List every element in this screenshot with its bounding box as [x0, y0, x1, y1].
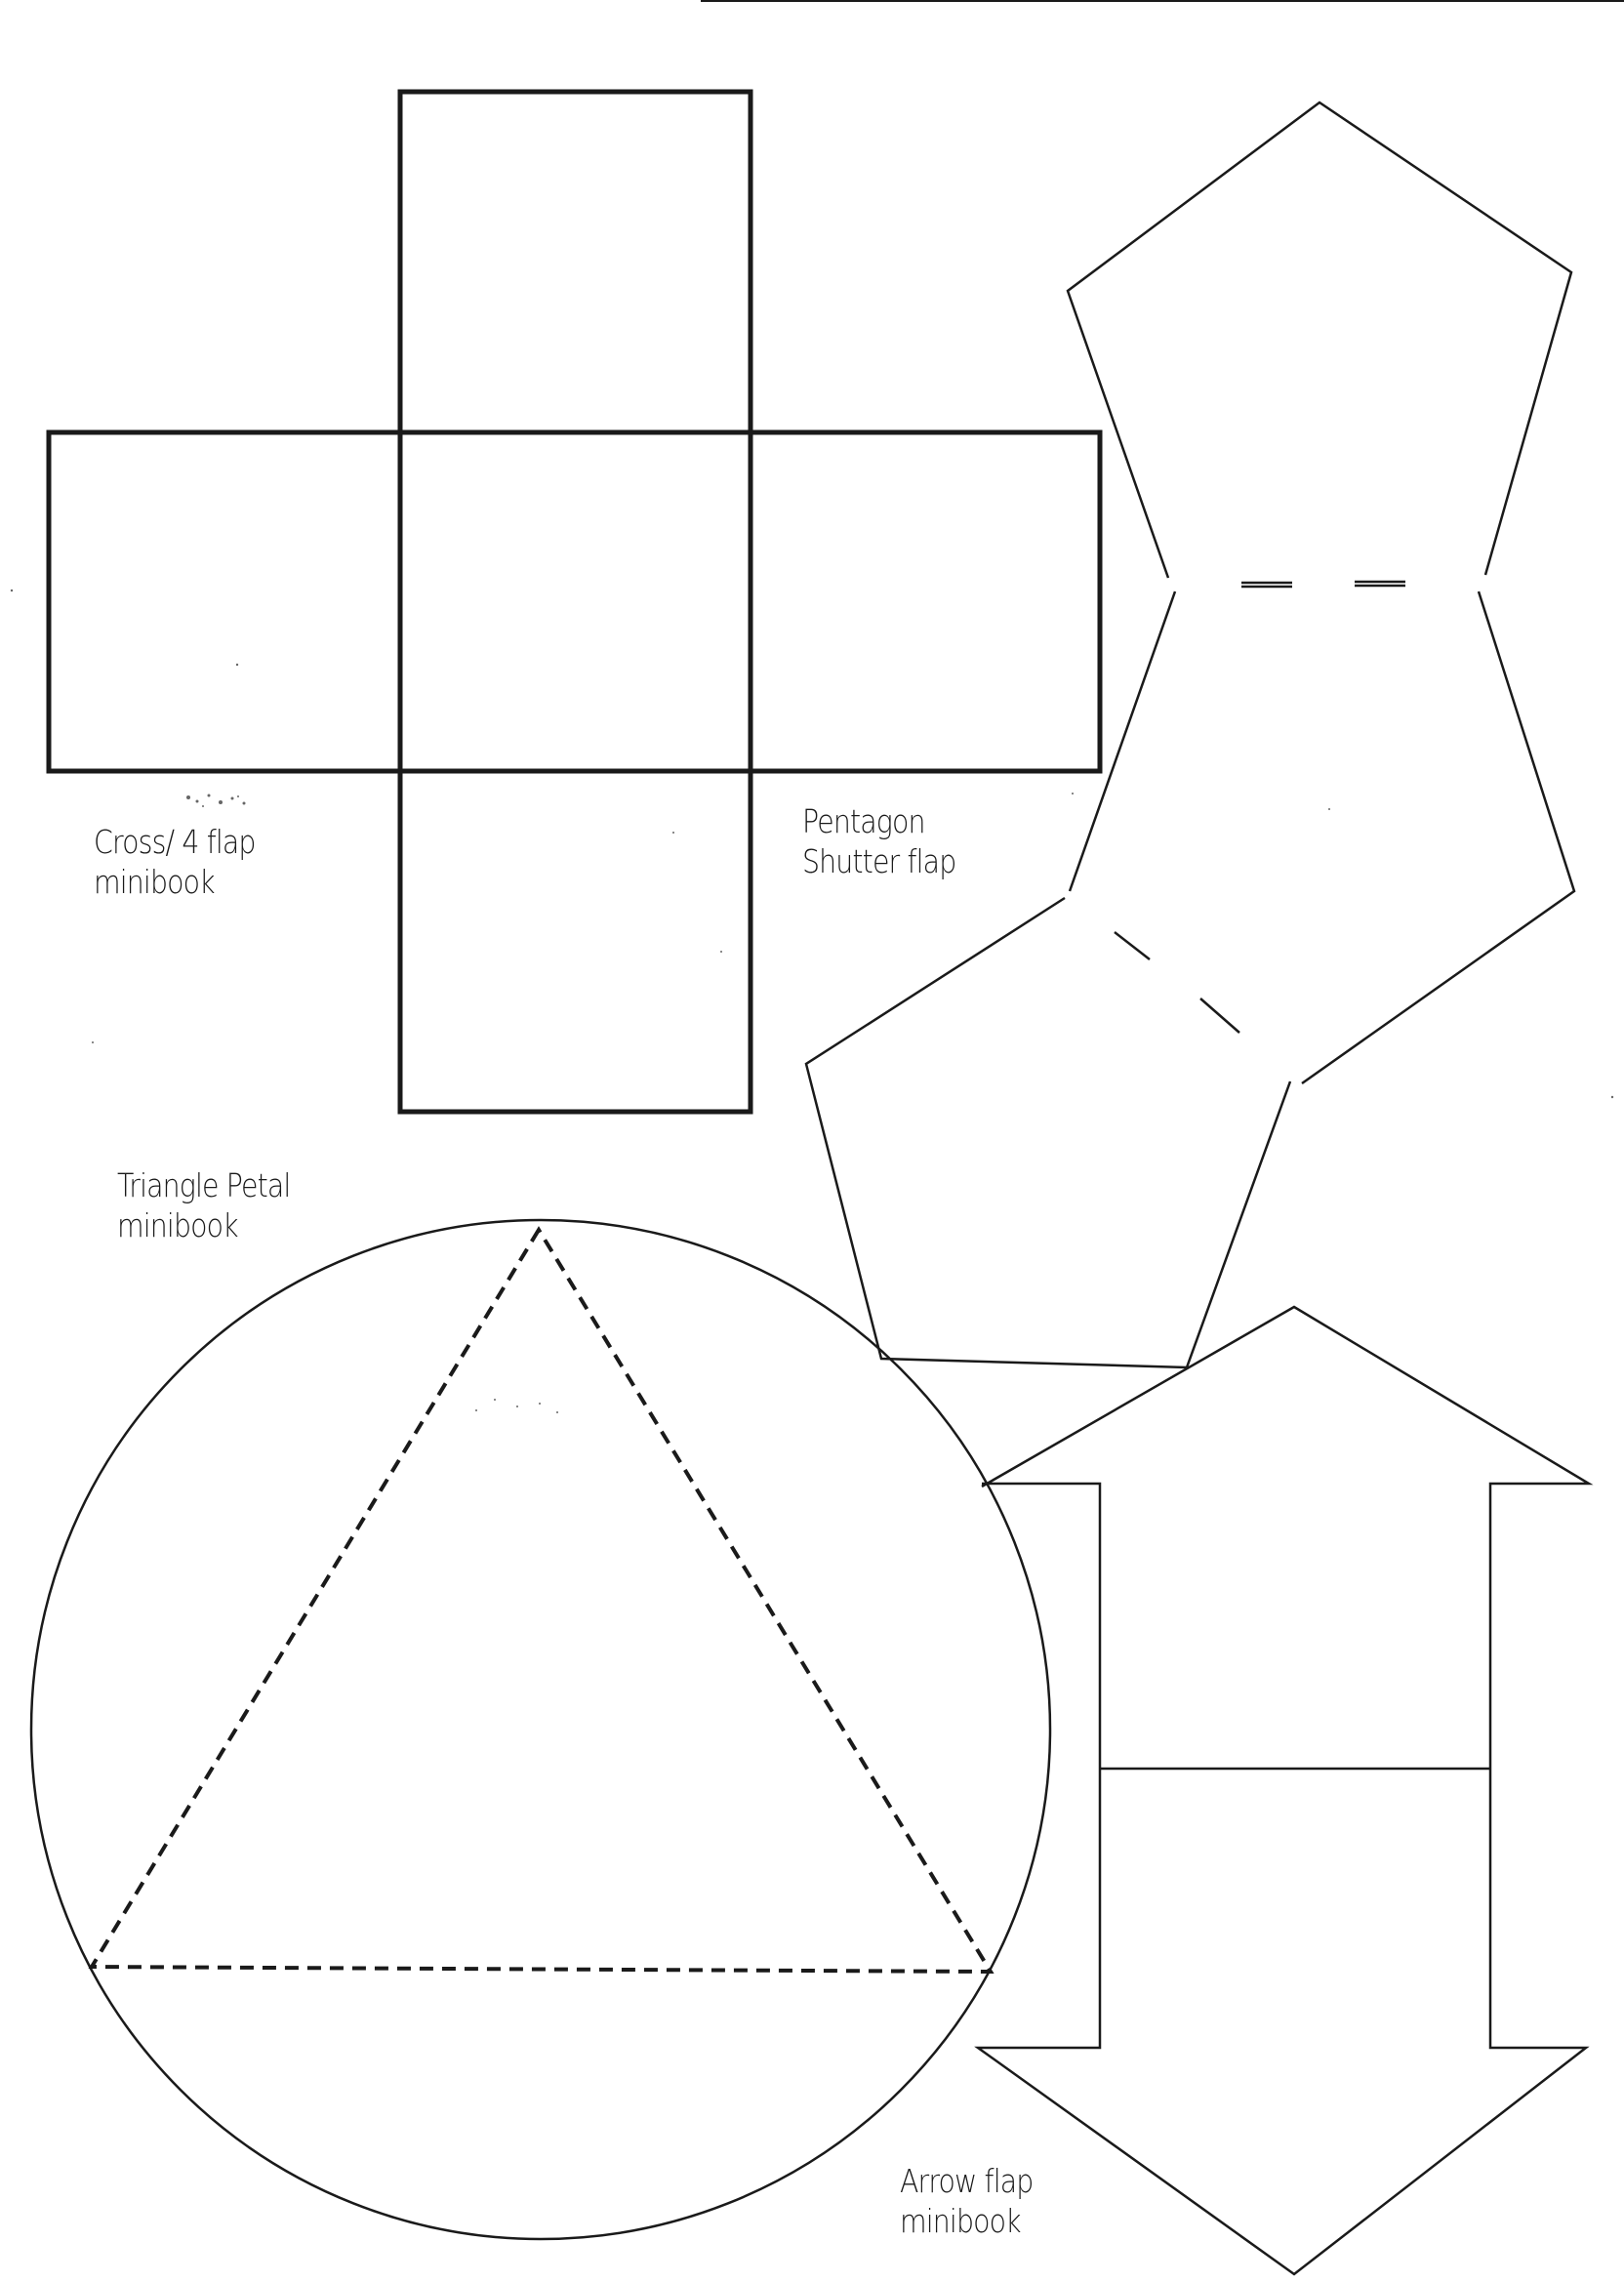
cross-bottom-flap: [400, 771, 751, 1112]
label-line: Cross/ 4 flap: [94, 823, 256, 861]
arrow-flap-template: [978, 1307, 1589, 2274]
pentagon-middle-left-edge: [1070, 591, 1175, 891]
scan-specks: [11, 590, 1613, 1413]
label-line: Shutter flap: [802, 842, 956, 880]
label-line: Pentagon: [802, 802, 925, 840]
cross-minibook-label: [94, 822, 256, 902]
label-line: Triangle Petal: [117, 1166, 291, 1204]
label-line: minibook: [900, 2202, 1021, 2240]
label-line: Arrow flap: [900, 2162, 1034, 2200]
cross-center-square: [400, 432, 751, 771]
petal-dashed-triangle: [92, 1230, 991, 1972]
pentagon-shutter-label: [802, 801, 955, 881]
fold-dash: [1200, 998, 1239, 1033]
petal-circle: [31, 1220, 1050, 2239]
pentagon-top-outline: [1068, 102, 1571, 578]
cross-left-flap: [49, 432, 400, 771]
triangle-petal-label: [117, 1165, 290, 1245]
triangle-petal-template: [31, 1220, 1050, 2239]
pentagon-bottom-outline: [806, 898, 1290, 1367]
arrow-outline: [978, 1307, 1589, 2274]
pentagon-middle-right-edge: [1302, 591, 1574, 1083]
cross-top-flap: [400, 92, 751, 432]
cross-minibook-template: [49, 92, 1100, 1112]
label-line: minibook: [94, 863, 215, 901]
fold-dash: [1115, 932, 1150, 959]
arrow-flap-label: [900, 2161, 1033, 2241]
label-line: minibook: [117, 1206, 238, 1244]
pentagon-shutter-template: [806, 102, 1574, 1367]
cross-right-flap: [751, 432, 1100, 771]
